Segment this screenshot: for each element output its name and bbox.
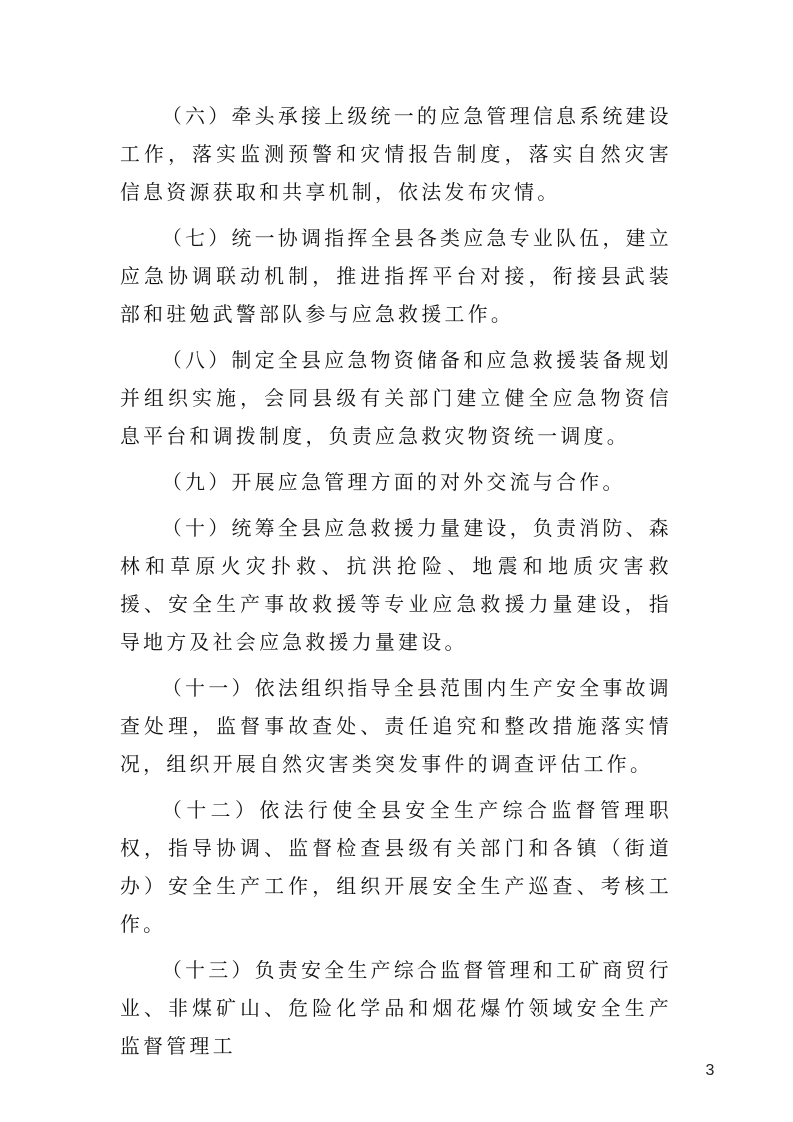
paragraph-12: （十二）依法行使全县安全生产综合监督管理职权，指导协调、监督检查县级有关部门和各镇（街道办）安全生产工作，组织开展安全生产巡查、考核工作。 [120,799,672,936]
paragraph-6: （六）牵头承接上级统一的应急管理信息系统建设工作，落实监测预警和灾情报告制度，落实自然灾害信息资源获取和共享机制，依法发布灾情。 [120,105,672,204]
paragraph-13: （十三）负责安全生产综合监督管理和工矿商贸行业、非煤矿山、危险化学品和烟花爆竹领域安全生产监督管理工 [120,959,672,1058]
paragraph-10: （十）统筹全县应急救援力量建设，负责消防、森林和草原火灾扑救、抗洪抢险、地震和地质灾害救援、安全生产事故救援等专业应急救援力量建设，指导地方及社会应急救援力量建设。 [120,517,672,654]
paragraph-11: （十一）依法组织指导全县范围内生产安全事故调查处理，监督事故查处、责任追究和整改措施落实情况，组织开展自然灾害类突发事件的调查评估工作。 [120,677,672,776]
paragraph-7: （七）统一协调指挥全县各类应急专业队伍，建立应急协调联动机制，推进指挥平台对接，衔接县武装部和驻勉武警部队参与应急救援工作。 [120,227,672,326]
paragraph-9: （九）开展应急管理方面的对外交流与合作。 [162,471,626,494]
page-number: 3 [705,1062,715,1079]
paragraph-8: （八）制定全县应急物资储备和应急救援装备规划并组织实施，会同县级有关部门建立健全应急物资信息平台和调拨制度，负责应急救灾物资统一调度。 [120,349,672,448]
document-body [120,98,672,1074]
